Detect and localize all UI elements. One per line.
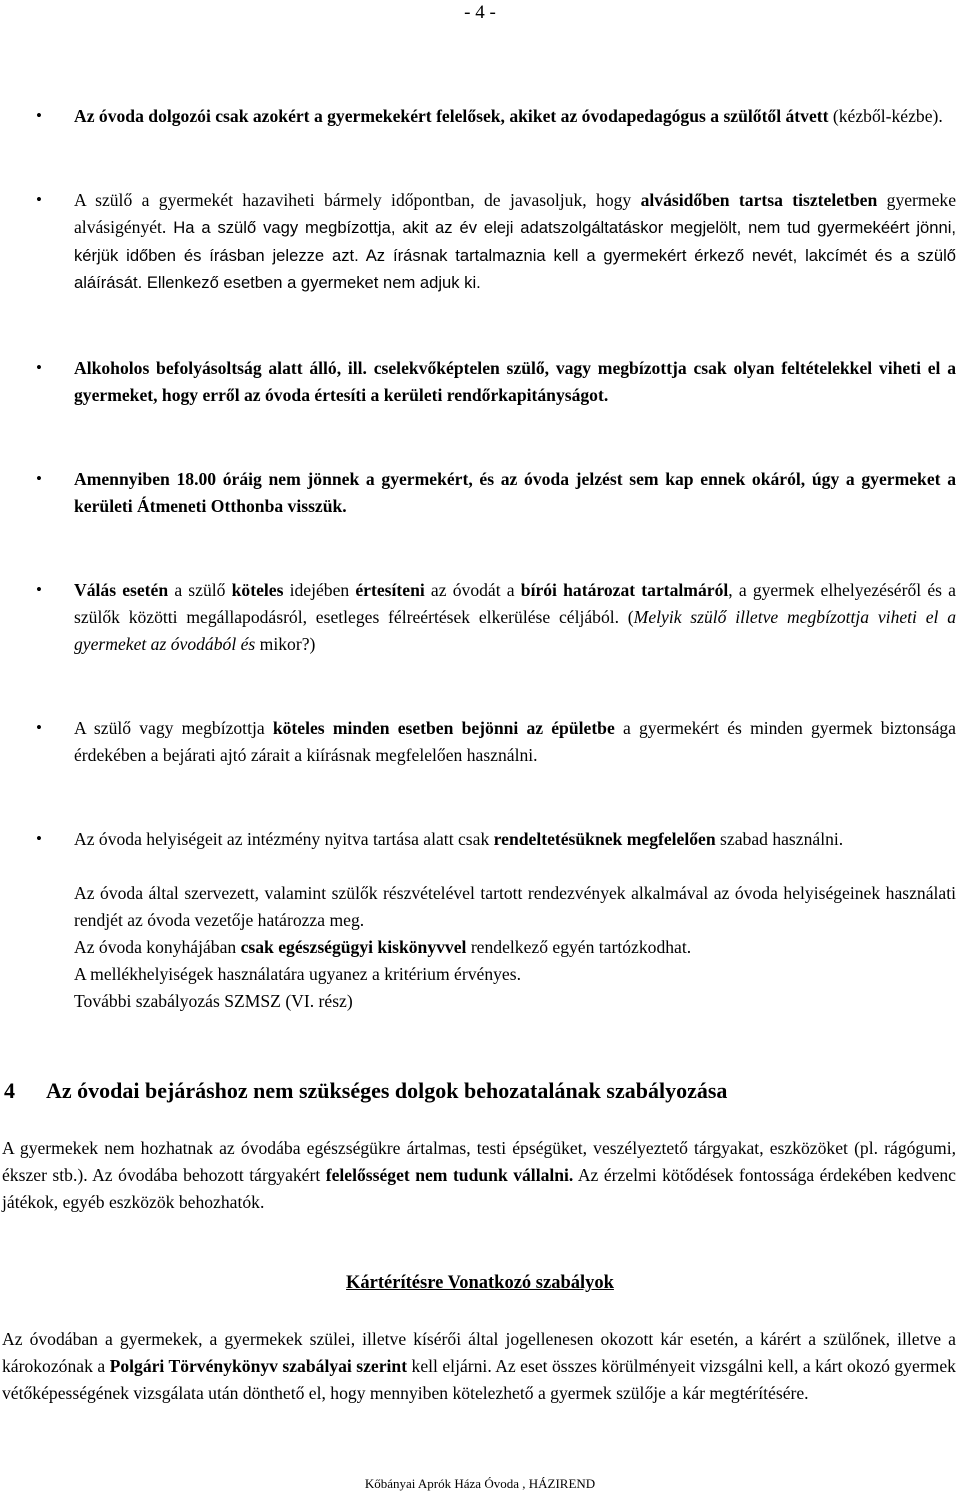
bullet-text-bold: köteles minden esetben bejönni az épületbe [272, 718, 615, 738]
bullet-text: idejében [283, 580, 356, 600]
paragraph-smsz: További szabályozás SZMSZ (VI. rész) [74, 991, 353, 1011]
bullet-text-bold: értesíteni [355, 580, 425, 600]
paragraph-text-bold: Polgári Törvénykönyv szabályai szerint [109, 1356, 408, 1377]
bullet-text-bold: Az óvoda dolgozói csak azokért a gyermekekért felelősek, akiket az óvodapedagógus a szülőtől átvett [74, 106, 829, 126]
paragraph-text: Az érzelmi kötődések fontossága érdekében kedvenc játékok, egyéb eszközök behozhatók. [2, 1165, 956, 1213]
bullet-pickup [74, 187, 956, 297]
bullet-rooms [74, 826, 956, 853]
bullet-text-bold: Amennyiben 18.00 óráig nem jönnek a gyermekért, és az óvoda jelzést sem kap ennek okáról, úgy a gyermeket a kerületi Átmeneti Otthonba visszük. [74, 469, 956, 516]
bullet-divorce [74, 577, 956, 657]
paragraph-text: rendelkező egyén tartózkodhat. [466, 937, 692, 957]
section-number: 4 [4, 1078, 15, 1103]
bullet-text-bold: Alkoholos befolyásoltság alatt álló, ill. cselekvőképtelen szülő, vagy megbízottja csak olyan feltételekkel viheti el a gyermeket, hogy erről az óvoda értesíti a kerületi rendőrkapitányságot. [74, 358, 956, 405]
bullet-text: A szülő a gyermekét hazaviheti bármely időpontban, de javasoljuk, hogy [74, 190, 641, 210]
bullet-handover [74, 103, 956, 130]
paragraph-text: A gyermekek nem hozhatnak az óvodába egészségükre ártalmas, testi épségüket, veszélyeztető tárgyakat, eszközöket (pl. rágógumi, ékszer stb.). Az óvodába behozott tárgyakért [2, 1138, 956, 1186]
paragraph-items [2, 1135, 956, 1217]
bullet-text: A szülő vagy megbízottja [74, 718, 273, 738]
bullet-text: , a gyermek elhelyezéséről és a szülők közötti megállapodásról, esetleges félreértések elkerülése céljából. ( [74, 580, 956, 627]
bullet-1800 [74, 466, 956, 520]
bullet-text-bold: alvásidőben tartsa tiszteletben [640, 190, 878, 210]
bullet-text: (kézből-kézbe). [828, 106, 943, 126]
paragraph-toilets: A mellékhelyiségek használatára ugyanez a kritérium érvényes. [74, 964, 521, 984]
page-footer: Kőbányai Aprók Háza Óvoda , HÁZIREND [364, 1476, 596, 1491]
bullet-text-bold: köteles [231, 580, 284, 600]
paragraph-damages [2, 1326, 956, 1408]
bullet-text: gyermeke alvásigényét. [74, 190, 957, 237]
page-number: - 4 - [464, 2, 496, 23]
bullet-text: a gyermekért és minden gyermek biztonsága érdekében a bejárati ajtó zárait a kiírásnak megfelelően használni. [74, 718, 956, 765]
bullet-text: mikor?) [255, 633, 316, 654]
section-heading [4, 1078, 727, 1104]
paragraph-kitchen [74, 934, 956, 961]
bullet-text: az óvodát a [424, 580, 521, 600]
bullet-text-bold: rendeltetésüknek megfelelően [493, 829, 716, 849]
paragraph-text-bold: csak egészségügyi kiskönyvvel [240, 937, 467, 957]
bullet-enter-building [74, 715, 956, 769]
subheading: Kártérítésre Vonatkozó szabályok [346, 1273, 614, 1293]
bullet-text-bold: Válás esetén [74, 580, 169, 600]
paragraph-text-bold: felelősséget nem tudunk vállalni. [325, 1165, 574, 1186]
bullet-text: a szülő [168, 580, 232, 600]
paragraph-text: Az óvodában a gyermekek, a gyermekek szülei, illetve kísérői által jogellenesen okozott kár esetén, a kárért a szülőnek, illetve a károkozónak a [2, 1329, 956, 1377]
paragraph-events: Az óvoda által szervezett, valamint szülők részvételével tartott rendezvények alkalmával az óvoda helyiségeinek használati rendjét az óvoda vezetője határozza meg. [74, 883, 956, 930]
bullet-text-sans: Ha a szülő vagy megbízottja, akit az év eleji adatszolgáltatáskor megjelölt, nem tud gyermekéért jönni, kérjük időben és írásban jelezze azt. Az írásnak tartalmaznia kell a gyermekért érkező nevét, lakcímét és a szülő aláírását. Ellenkező esetben a gyermeket nem adjuk ki. [74, 217, 956, 293]
bullet-alcohol [74, 355, 956, 409]
bullet-text: szabad használni. [715, 829, 844, 849]
bullet-text-italic: Melyik szülő illetve megbízottja viheti el a gyermeket az óvodából és [74, 606, 956, 654]
section-title: Az óvodai bejáráshoz nem szükséges dolgok behozatalának szabályozása [46, 1078, 728, 1103]
paragraph-text: kell eljárni. Az eset összes körülményeit vizsgálni kell, a kárt okozó gyermek vétőképességének vizsgálata után dönthető el, hogy mennyiben kötelezhető a gyermek szülője a kár megtérítésére. [2, 1356, 956, 1404]
bullet-text: Az óvoda helyiségeit az intézmény nyitva tartása alatt csak [74, 829, 494, 849]
paragraph-text: Az óvoda konyhájában [74, 937, 241, 957]
bullet-text-bold: bírói határozat tartalmáról [520, 580, 729, 600]
